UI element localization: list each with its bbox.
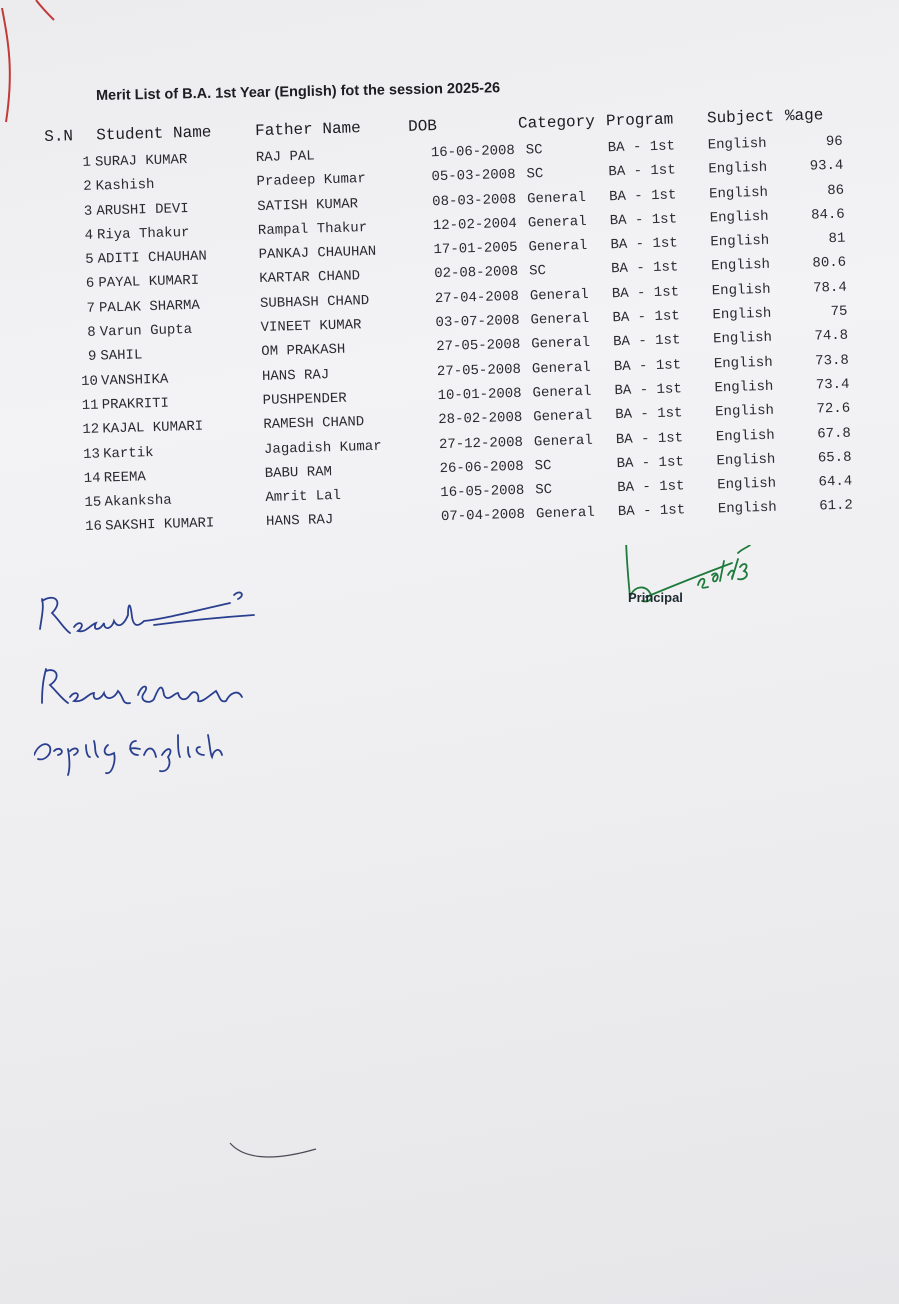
cell-subject: English [712, 330, 773, 348]
header-program: Program [605, 110, 674, 131]
cell-student-name: ARUSHI DEVI [96, 200, 189, 220]
cell-father-name: PUSHPENDER [262, 390, 347, 409]
cell-program: BA - 1st [613, 356, 682, 375]
cell-dob: 16-06-2008 [430, 142, 516, 162]
cell-percentage: 73.8 [814, 352, 850, 370]
header-student-name: Student Name [95, 123, 212, 145]
cell-category: General [533, 432, 593, 451]
header-dob: DOB [407, 117, 438, 136]
cell-category: General [531, 359, 591, 378]
cell-category: General [532, 383, 592, 402]
cell-category: SC [526, 166, 544, 183]
cell-father-name: SUBHASH CHAND [259, 292, 370, 312]
cell-percentage: 73.4 [815, 376, 850, 394]
cell-percentage: 96 [825, 133, 843, 151]
cell-sn: 8 [87, 324, 96, 341]
cell-sn: 12 [82, 421, 100, 439]
cell-father-name: VINEET KUMAR [260, 317, 362, 337]
cell-sn: 10 [80, 373, 99, 390]
cell-percentage: 67.8 [817, 425, 852, 443]
cell-student-name: PRAKRITI [101, 395, 170, 414]
cell-program: BA - 1st [608, 162, 676, 181]
cell-program: BA - 1st [615, 405, 683, 424]
cell-program: BA - 1st [612, 308, 680, 327]
cell-student-name: KAJAL KUMARI [102, 418, 204, 438]
cell-percentage: 61.2 [819, 498, 854, 515]
cell-category: SC [534, 457, 552, 475]
cell-student-name: SURAJ KUMAR [94, 152, 188, 171]
cell-subject: English [717, 475, 777, 494]
cell-sn: 15 [84, 494, 102, 512]
cell-father-name: Jagadish Kumar [263, 438, 382, 458]
cell-subject: English [714, 402, 775, 421]
cell-father-name: HANS RAJ [261, 366, 330, 385]
header-subject: Subject [706, 107, 775, 128]
cell-percentage: 65.8 [817, 449, 852, 467]
cell-subject: English [716, 451, 776, 470]
cell-subject: English [707, 135, 767, 154]
cell-dob: 03-07-2008 [435, 312, 520, 332]
cell-father-name: Pradeep Kumar [256, 171, 367, 191]
cell-student-name: Kartik [102, 444, 154, 463]
cell-dob: 05-03-2008 [431, 167, 516, 186]
cell-dob: 17-01-2005 [433, 240, 518, 259]
cell-subject: English [710, 232, 770, 251]
principal-stamp [620, 545, 760, 615]
cell-father-name: PANKAJ CHAUHAN [258, 243, 377, 264]
cell-father-name: Amrit Lal [265, 488, 342, 507]
cell-program: BA - 1st [617, 478, 685, 497]
cell-percentage: 78.4 [812, 279, 847, 297]
cell-category: General [526, 189, 587, 208]
cell-percentage: 93.4 [809, 157, 844, 175]
cell-student-name: Riya Thakur [96, 224, 190, 244]
cell-program: BA - 1st [617, 502, 686, 521]
cell-sn: 4 [84, 227, 94, 244]
cell-subject: English [711, 281, 771, 300]
cell-subject: English [708, 184, 769, 203]
cell-program: BA - 1st [610, 235, 678, 254]
cell-dob: 07-04-2008 [440, 507, 526, 526]
cell-dob: 27-04-2008 [434, 288, 520, 307]
cell-subject: English [710, 257, 771, 275]
cell-father-name: RAMESH CHAND [263, 414, 365, 434]
cell-percentage: 72.6 [816, 400, 851, 418]
cell-program: BA - 1st [612, 332, 681, 351]
cell-father-name: SATISH KUMAR [257, 195, 359, 215]
cell-student-name: PALAK SHARMA [98, 297, 201, 317]
cell-percentage: 84.6 [810, 206, 845, 224]
cell-sn: 3 [83, 203, 93, 220]
cell-subject: English [713, 354, 773, 373]
cell-father-name: Rampal Thakur [257, 219, 368, 239]
teacher-signature [34, 585, 264, 785]
principal-label: Principal [628, 590, 683, 605]
red-margin-mark [0, 0, 60, 130]
cell-sn: 13 [82, 446, 101, 463]
merit-table [44, 105, 885, 545]
cell-sn: 7 [86, 300, 96, 317]
cell-dob: 16-05-2008 [440, 482, 525, 502]
header-father-name: Father Name [254, 119, 362, 141]
cell-subject: English [708, 160, 768, 178]
cell-dob: 27-05-2008 [436, 361, 522, 380]
cell-sn: 16 [84, 518, 103, 536]
header-category: Category [517, 112, 596, 133]
cell-program: BA - 1st [610, 259, 679, 278]
cell-percentage: 74.8 [814, 328, 849, 345]
cell-student-name: Kashish [95, 177, 155, 195]
cell-sn: 6 [85, 276, 95, 293]
cell-program: BA - 1st [615, 429, 684, 448]
cell-program: BA - 1st [609, 211, 678, 230]
cell-category: General [527, 213, 587, 232]
cell-dob: 26-06-2008 [439, 458, 524, 477]
cell-dob: 08-03-2008 [431, 191, 517, 210]
cell-program: BA - 1st [608, 186, 677, 205]
cell-sn: 9 [87, 349, 97, 366]
cell-student-name: VANSHIKA [100, 371, 169, 390]
cell-subject: English [709, 208, 769, 227]
cell-father-name: OM PRAKASH [261, 342, 346, 361]
cell-dob: 02-08-2008 [434, 264, 519, 283]
cell-category: General [531, 335, 591, 353]
cell-dob: 12-02-2004 [432, 215, 518, 235]
cell-category: General [533, 408, 593, 426]
cell-sn: 14 [83, 470, 101, 487]
pen-mark [228, 1135, 318, 1165]
cell-student-name: SAHIL [100, 347, 143, 365]
cell-father-name: KARTAR CHAND [259, 268, 361, 288]
cell-dob: 27-12-2008 [438, 434, 524, 453]
cell-dob: 28-02-2008 [438, 410, 523, 429]
cell-father-name: BABU RAM [264, 463, 333, 482]
page-title: Merit List of B.A. 1st Year (English) fot the session 2025-26 [95, 80, 501, 104]
cell-student-name: PAYAL KUMARI [98, 273, 200, 293]
cell-sn: 11 [81, 397, 99, 415]
cell-percentage: 75 [830, 303, 848, 321]
cell-dob: 10-01-2008 [437, 385, 522, 405]
cell-program: BA - 1st [616, 454, 685, 472]
cell-category: General [535, 505, 596, 523]
cell-student-name: SAKSHI KUMARI [104, 515, 215, 535]
cell-father-name: RAJ PAL [255, 148, 315, 167]
table-body [45, 133, 886, 545]
cell-percentage: 86 [827, 182, 845, 199]
cell-sn: 5 [85, 251, 94, 269]
cell-program: BA - 1st [607, 138, 676, 157]
cell-student-name: Akanksha [104, 492, 172, 511]
cell-category: SC [535, 482, 553, 499]
cell-student-name: ADITI CHAUHAN [97, 248, 208, 268]
cell-dob: 27-05-2008 [436, 337, 521, 356]
cell-category: General [530, 310, 590, 329]
header-percentage: %age [784, 106, 824, 126]
cell-percentage: 80.6 [812, 255, 847, 273]
cell-category: SC [525, 142, 543, 159]
cell-sn: 1 [82, 154, 92, 171]
cell-subject: English [714, 378, 774, 397]
cell-program: BA - 1st [611, 284, 680, 302]
cell-father-name: HANS RAJ [265, 512, 334, 531]
cell-category: SC [528, 263, 547, 280]
cell-subject: English [712, 305, 772, 324]
cell-subject: English [717, 500, 777, 518]
cell-student-name: REEMA [103, 469, 147, 487]
cell-sn: 2 [83, 178, 92, 196]
cell-category: General [529, 286, 589, 305]
cell-percentage: 64.4 [818, 473, 853, 491]
cell-category: General [528, 238, 588, 256]
header-sn: S.N [44, 127, 74, 146]
cell-subject: English [715, 427, 775, 445]
cell-student-name: Varun Gupta [99, 322, 193, 341]
cell-percentage: 81 [828, 230, 846, 248]
cell-program: BA - 1st [614, 381, 682, 400]
